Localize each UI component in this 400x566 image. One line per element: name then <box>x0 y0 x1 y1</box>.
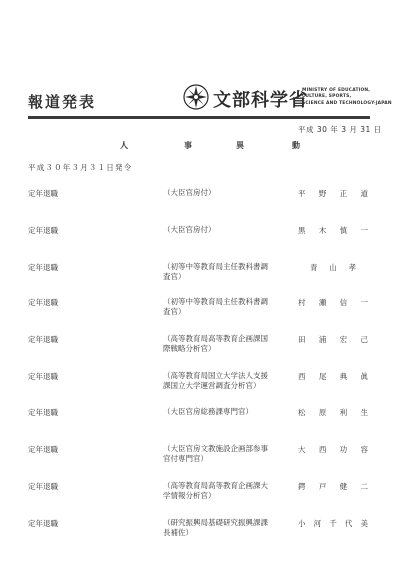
previous-post: （研究振興局基礎研究振興課課長補佐） <box>163 518 268 537</box>
change-type: 定年退職 <box>28 482 58 491</box>
previous-post: （大臣官房付） <box>163 225 216 234</box>
ministry-logo <box>183 84 392 114</box>
list-item <box>0 262 400 292</box>
person-name: 小河千代美 <box>298 519 368 528</box>
list-item <box>0 518 400 548</box>
list-item <box>0 188 400 218</box>
change-type: 定年退職 <box>28 408 58 417</box>
ministry-name: 文部科学省 <box>213 90 308 111</box>
ministry-english-name <box>302 88 392 107</box>
person-name: 黒木慎一 <box>298 226 368 235</box>
person-name: 西尾典眞 <box>298 372 368 381</box>
person-name: 平野正道 <box>298 189 368 198</box>
change-type: 定年退職 <box>28 519 58 528</box>
list-item <box>0 334 400 364</box>
previous-post: （高等教育局高等教育企画課国際戦略分析官） <box>163 334 268 353</box>
press-release-title: 報道発表 <box>28 93 97 111</box>
change-type: 定年退職 <box>28 189 58 198</box>
change-type: 定年退職 <box>28 226 58 235</box>
change-type: 定年退職 <box>28 445 58 454</box>
heading-char: 事 <box>184 141 192 150</box>
previous-post: （初等中等教育局主任教科書調査官） <box>163 262 268 281</box>
previous-post: （大臣官房文教施設企画部参事官付専門官） <box>163 444 268 463</box>
ministry-english-line: CULTURE, SPORTS, <box>302 94 352 100</box>
list-item <box>0 481 400 511</box>
previous-post: （高等教育局高等教育企画課大学情報分析官） <box>163 481 268 500</box>
person-name: 青山孝 <box>310 263 356 272</box>
person-name: 田浦宏己 <box>298 335 368 344</box>
change-type: 定年退職 <box>28 335 58 344</box>
person-name: 松原利生 <box>298 408 368 417</box>
change-type: 定年退職 <box>28 263 58 272</box>
previous-post: （初等中等教育局主任教科書調査官） <box>163 297 268 316</box>
person-name: 大西功容 <box>298 445 368 454</box>
ministry-english-line: SCIENCE AND TECHNOLOGY-JAPAN <box>302 100 392 106</box>
heading-char: 異 <box>236 141 244 150</box>
list-item <box>0 444 400 474</box>
issue-date-line: 平成３０年３月３１日発令 <box>28 163 133 172</box>
previous-post: （高等教育局国立大学法人支援課国立大学運営調査分析官） <box>163 371 268 390</box>
header-rule <box>28 116 370 119</box>
list-item <box>0 225 400 255</box>
person-name: 村瀬信一 <box>298 298 368 307</box>
change-type: 定年退職 <box>28 372 58 381</box>
release-date: 平成 30 年 3 月 31 日 <box>298 125 382 134</box>
list-item <box>0 371 400 401</box>
heading-char: 人 <box>120 141 128 150</box>
previous-post: （大臣官房付） <box>163 188 216 197</box>
ministry-english-line: MINISTRY OF EDUCATION, <box>302 88 371 93</box>
list-item <box>0 297 400 327</box>
person-name: 鍔戸健二 <box>298 482 368 491</box>
list-item <box>0 407 400 437</box>
personnel-changes-heading <box>0 140 400 152</box>
change-type: 定年退職 <box>28 298 58 307</box>
previous-post: （大臣官房総務課専門官） <box>163 407 253 416</box>
heading-char: 動 <box>292 141 300 150</box>
mext-emblem-icon <box>183 84 209 110</box>
